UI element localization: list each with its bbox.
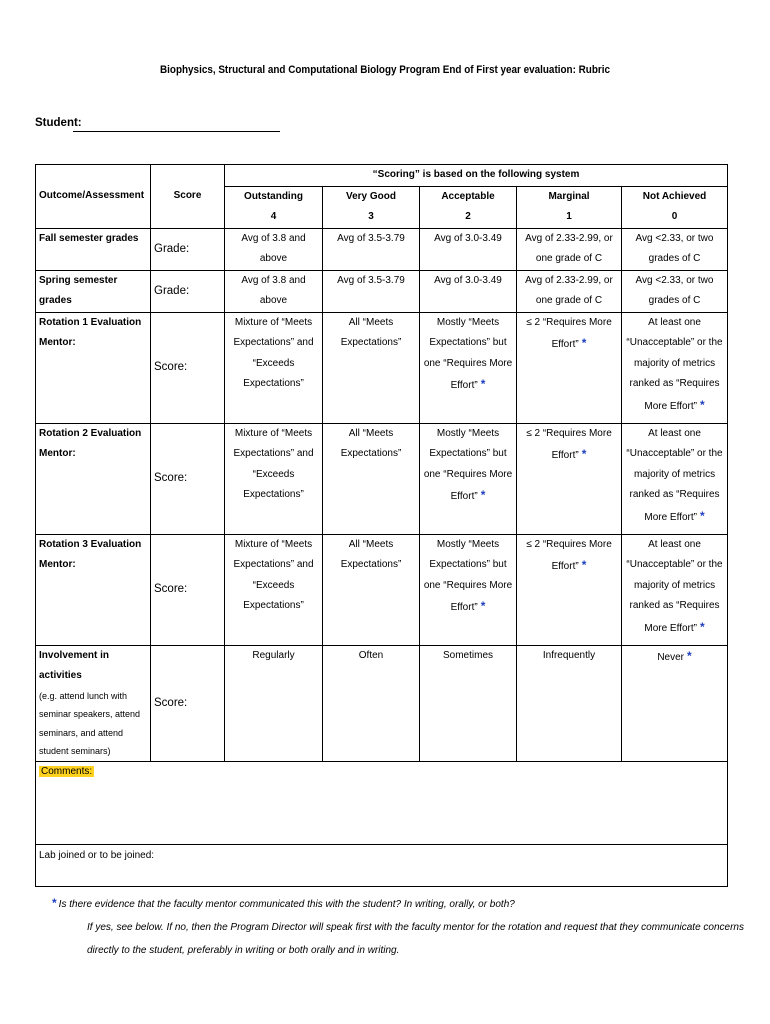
criteria-cell: Avg <2.33, or two grades of C (622, 270, 728, 312)
footnote (52, 892, 752, 962)
asterisk-icon: * (699, 508, 705, 523)
score-input-rotation-3[interactable]: Score: (151, 534, 225, 645)
header-scoring-system: “Scoring” is based on the following system (225, 165, 728, 187)
grade-input-fall[interactable]: Grade: (151, 228, 225, 270)
score-input-involvement[interactable]: Score: (151, 645, 225, 761)
asterisk-icon: * (480, 488, 486, 502)
criteria-cell: Never * (622, 645, 728, 761)
asterisk-icon: * (480, 377, 486, 391)
criteria-cell: Avg of 3.5-3.79 (323, 270, 420, 312)
asterisk-icon: * (581, 558, 587, 572)
criteria-cell: Avg of 3.5-3.79 (323, 228, 420, 270)
lab-row (36, 844, 728, 886)
score-input-rotation-2[interactable]: Score: (151, 423, 225, 534)
student-name-line[interactable] (73, 131, 280, 132)
criteria-cell: Avg of 3.8 and above (225, 228, 323, 270)
table-row (36, 534, 728, 645)
level-very-good: Very Good 3 (323, 186, 420, 228)
table-row (36, 423, 728, 534)
outcome-fall-semester: Fall semester grades (36, 228, 151, 270)
criteria-cell: At least one “Unacceptable” or the majority of metrics ranked as “Requires More Effort” * (622, 423, 728, 534)
outcome-rotation-2: Rotation 2 Evaluation Mentor: (36, 423, 151, 534)
asterisk-icon: * (52, 896, 57, 910)
table-row (36, 270, 728, 312)
asterisk-icon: * (687, 648, 692, 663)
criteria-cell: At least one “Unacceptable” or the majority of metrics ranked as “Requires More Effort” * (622, 312, 728, 423)
table-row (36, 312, 728, 423)
footnote-instructions: If yes, see below. If no, then the Program Director will speak first with the faculty mentor for the rotation and request that they communicate concerns directly to the student, preferably in writing or both orally and in writing. (87, 922, 744, 956)
asterisk-icon: * (699, 397, 705, 412)
level-acceptable: Acceptable 2 (420, 186, 517, 228)
table-row (36, 228, 728, 270)
criteria-cell: Infrequently (517, 645, 622, 761)
level-marginal: Marginal 1 (517, 186, 622, 228)
criteria-cell: All “Meets Expectations” (323, 423, 420, 534)
footnote-question: * Is there evidence that the faculty mentor communicated this with the student? In writing, orally, or both? (52, 896, 515, 910)
criteria-cell: Avg of 2.33-2.99, or one grade of C (517, 270, 622, 312)
involvement-examples: (e.g. attend lunch with seminar speakers, attend seminars, and attend student seminars) (39, 690, 141, 756)
criteria-cell: Mostly “Meets Expectations” but one “Requires More Effort” * (420, 534, 517, 645)
page-title: Biophysics, Structural and Computational Biology Program End of First year evaluation: Rubric (160, 64, 610, 76)
criteria-cell: Avg of 2.33-2.99, or one grade of C (517, 228, 622, 270)
outcome-rotation-3: Rotation 3 Evaluation Mentor: (36, 534, 151, 645)
criteria-cell: At least one “Unacceptable” or the majority of metrics ranked as “Requires More Effort” * (622, 534, 728, 645)
criteria-cell: Sometimes (420, 645, 517, 761)
criteria-cell: ≤ 2 “Requires More Effort” * (517, 312, 622, 423)
table-row (36, 645, 728, 761)
asterisk-icon: * (581, 447, 587, 461)
criteria-cell: Mixture of “Meets Expectations” and “Exceeds Expectations” (225, 312, 323, 423)
grade-input-spring[interactable]: Grade: (151, 270, 225, 312)
level-not-achieved: Not Achieved 0 (622, 186, 728, 228)
criteria-cell: Mostly “Meets Expectations” but one “Requires More Effort” * (420, 312, 517, 423)
criteria-cell: Mostly “Meets Expectations” but one “Requires More Effort” * (420, 423, 517, 534)
criteria-cell: ≤ 2 “Requires More Effort” * (517, 423, 622, 534)
outcome-spring-semester: Spring semester grades (36, 270, 151, 312)
asterisk-icon: * (480, 599, 486, 613)
criteria-cell: Avg of 3.0-3.49 (420, 270, 517, 312)
criteria-cell: Avg of 3.0-3.49 (420, 228, 517, 270)
comments-row (36, 761, 728, 844)
header-score: Score (151, 165, 225, 229)
comments-field[interactable] (36, 761, 728, 844)
criteria-cell: Avg <2.33, or two grades of C (622, 228, 728, 270)
header-outcome: Outcome/Assessment (36, 165, 151, 229)
criteria-cell: Often (323, 645, 420, 761)
lab-field[interactable] (36, 844, 728, 886)
criteria-cell: All “Meets Expectations” (323, 534, 420, 645)
level-outstanding: Outstanding 4 (225, 186, 323, 228)
lab-label: Lab joined or to be joined: (39, 849, 155, 861)
criteria-cell: ≤ 2 “Requires More Effort” * (517, 534, 622, 645)
criteria-cell: Avg of 3.8 and above (225, 270, 323, 312)
student-label: Student: (35, 117, 82, 129)
outcome-rotation-1: Rotation 1 Evaluation Mentor: (36, 312, 151, 423)
outcome-involvement: Involvement in activities (e.g. attend lunch with seminar speakers, attend seminars, and attend student seminars) (36, 645, 151, 761)
comments-label: Comments: (41, 765, 93, 777)
score-input-rotation-1[interactable]: Score: (151, 312, 225, 423)
criteria-cell: Regularly (225, 645, 323, 761)
rubric-table (35, 164, 728, 887)
criteria-cell: Mixture of “Meets Expectations” and “Exceeds Expectations” (225, 534, 323, 645)
asterisk-icon: * (699, 619, 705, 634)
header-row-1 (36, 165, 728, 187)
criteria-cell: All “Meets Expectations” (323, 312, 420, 423)
asterisk-icon: * (581, 336, 587, 350)
criteria-cell: Mixture of “Meets Expectations” and “Exceeds Expectations” (225, 423, 323, 534)
